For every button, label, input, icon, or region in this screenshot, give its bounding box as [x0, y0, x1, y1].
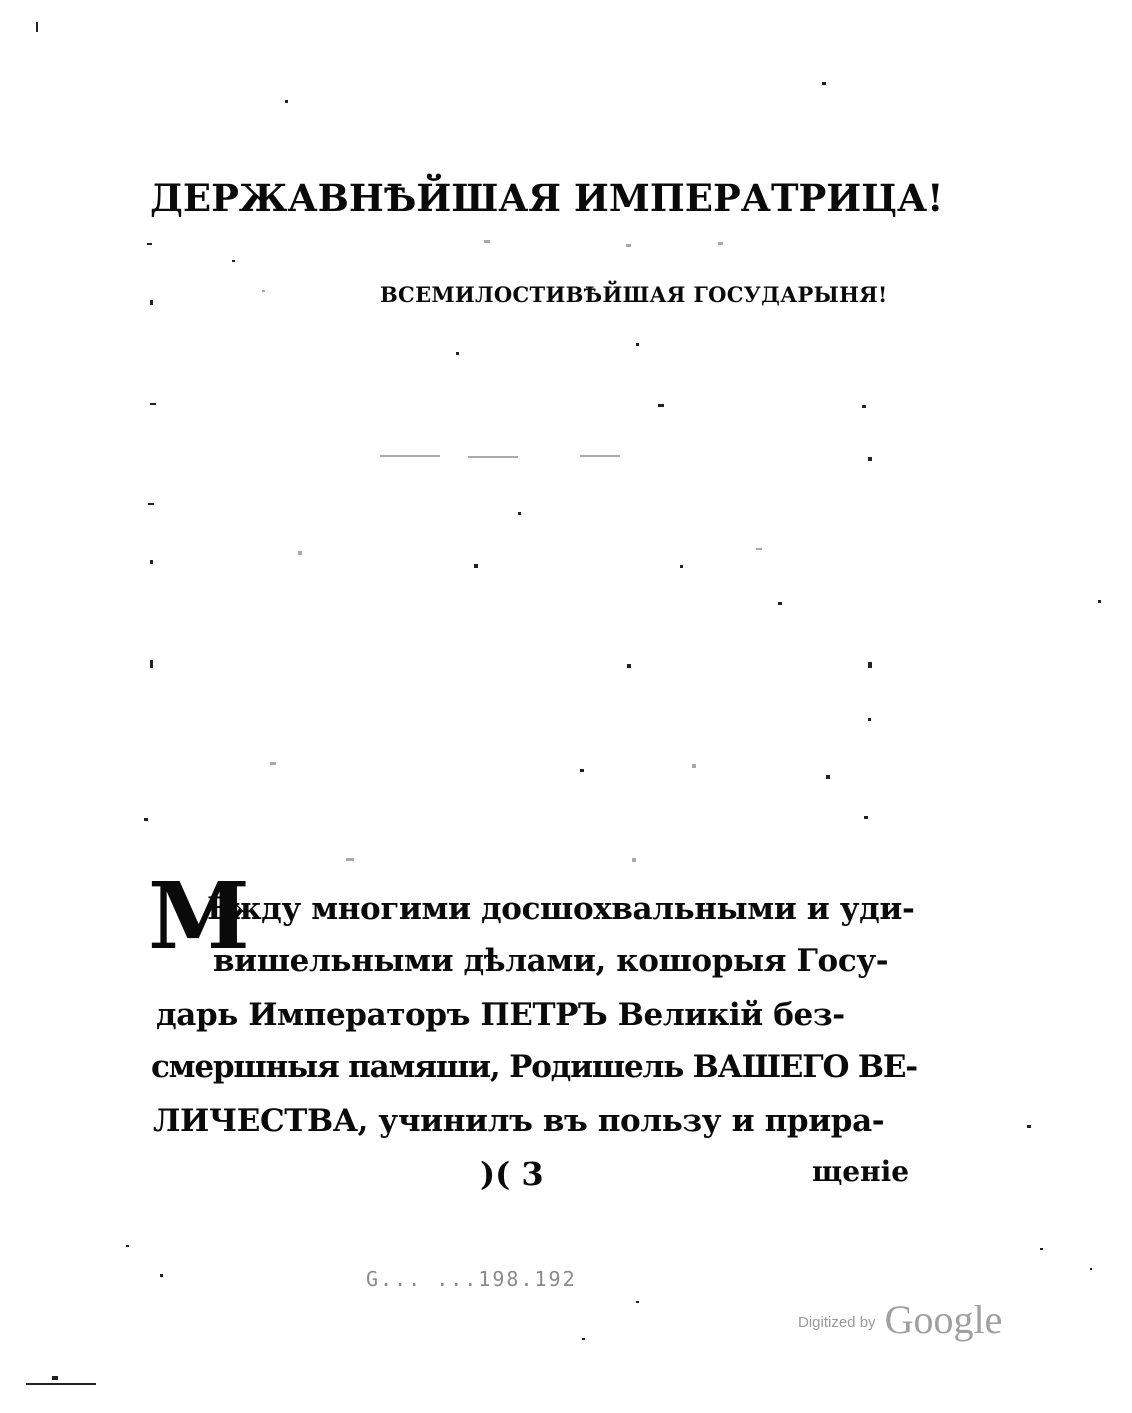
body-text-line: ЛИЧЕСТВА, учинилъ въ пользу и прира-: [153, 1103, 885, 1139]
body-text-line: вишельными дѣлами, кошорыя Госу-: [213, 943, 889, 979]
catchword: щеніе: [812, 1155, 910, 1188]
google-logo: Google: [884, 1297, 1003, 1342]
digitized-by-watermark: [798, 1296, 1002, 1343]
body-text-line: смершныя памяши, Родишель ВАШЕГО ВЕ-: [151, 1049, 917, 1085]
body-text-line: Ежду многими досшохвальными и уди-: [207, 891, 915, 927]
library-stamp: G... ...198.192: [366, 1267, 577, 1291]
body-text-line: дарь Императоръ ПЕТРЪ Великій без-: [156, 997, 845, 1033]
signature-mark: )( 3: [480, 1155, 544, 1193]
dedication-heading: ДЕРЖАВНѢЙШАЯ ИМПЕРАТРИЦА!: [150, 176, 944, 220]
drop-cap-letter: М: [148, 862, 250, 970]
watermark-prefix: Digitized by: [798, 1314, 876, 1331]
dedication-subheading: ВСЕМИЛОСТИВѢЙШАЯ ГОСУДАРЫНЯ!: [380, 282, 888, 307]
